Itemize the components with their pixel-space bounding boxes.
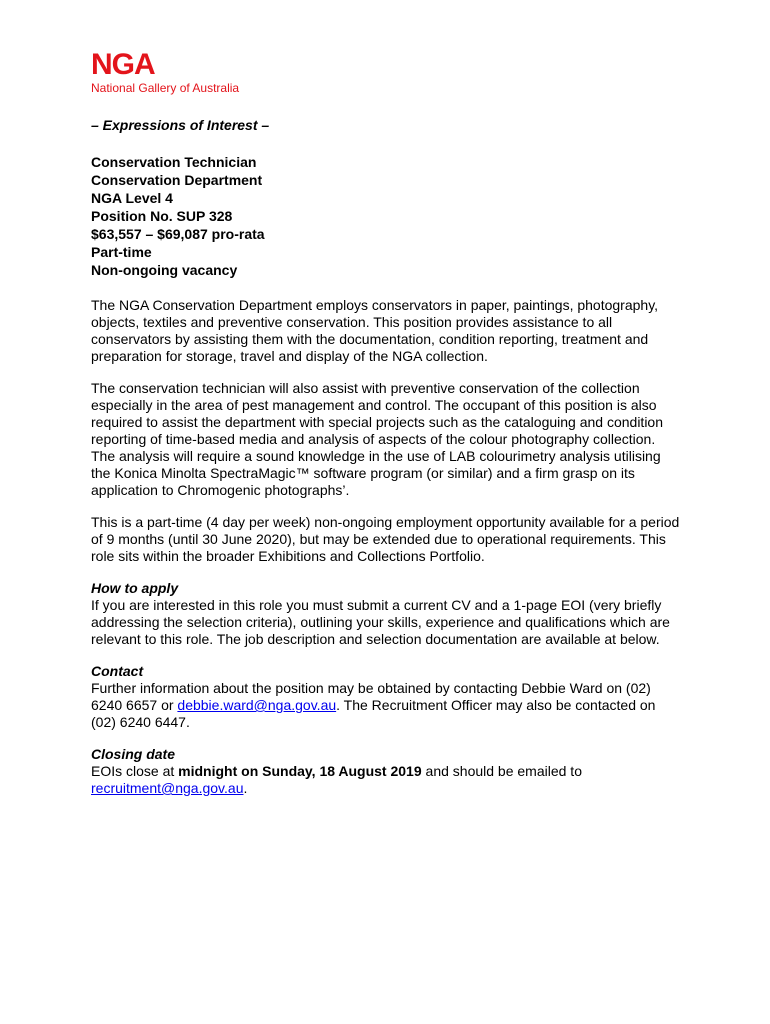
position-salary: $63,557 – $69,087 pro-rata: [91, 226, 265, 242]
closing-text-after: .: [243, 780, 248, 796]
contact-section: [91, 663, 681, 731]
closing-date-heading: Closing date: [91, 746, 176, 762]
position-hours: Part-time: [91, 244, 152, 260]
nga-logo: [91, 50, 291, 95]
contact-heading: Contact: [91, 663, 144, 679]
closing-text-before: EOIs close at: [91, 763, 179, 779]
document-body: [91, 117, 681, 812]
position-number: Position No. SUP 328: [91, 208, 233, 224]
eoi-heading: – Expressions of Interest –: [91, 117, 270, 133]
contact-text-after: . The Recruitment Officer may also be contacted on (02) 6240 6447.: [91, 697, 656, 730]
closing-deadline: midnight on Sunday, 18 August 2019: [178, 763, 422, 779]
how-to-apply-heading: How to apply: [91, 580, 179, 596]
paragraph-terms: This is a part-time (4 day per week) non-ongoing employment opportunity available for a period of 9 months (until 30 June 2020), but may be extended due to operational requirements. This role sits within the broader Exhibitions and Collections Portfolio.: [91, 514, 680, 564]
position-title: Conservation Technician: [91, 154, 257, 170]
paragraph-intro: The NGA Conservation Department employs conservators in paper, paintings, photography, objects, textiles and preventive conservation. This position provides assistance to all conservators by assisting them with the documentation, condition reporting, treatment and preparation for storage, travel and display of the NGA collection.: [91, 297, 659, 364]
contact-email-link[interactable]: debbie.ward@nga.gov.au: [177, 697, 337, 713]
position-tenure: Non-ongoing vacancy: [91, 262, 238, 278]
contact-text-before: Further information about the position may be obtained by contacting Debbie Ward on (02) 6240 6657 or: [91, 680, 651, 713]
how-to-apply-section: [91, 580, 681, 648]
recruitment-email-link[interactable]: recruitment@nga.gov.au: [91, 780, 244, 796]
closing-date-section: [91, 746, 681, 797]
paragraph-duties: The conservation technician will also assist with preventive conservation of the collection especially in the area of pest management and control. The occupant of this position is also required to assist the department with special projects such as the cataloguing and condition reporting of time-based media and analysis of aspects of the colour photography collection. The analysis will require a sound knowledge in the use of LAB colourimetry analysis utilising the Konica Minolta SpectraMagic™ software program (or similar) and a firm grasp on its application to Chromogenic photographs’.: [91, 380, 664, 498]
position-details: [91, 153, 681, 279]
logo-mark: NGA: [91, 48, 155, 81]
position-level: NGA Level 4: [91, 190, 173, 206]
position-department: Conservation Department: [91, 172, 263, 188]
how-to-apply-text: If you are interested in this role you must submit a current CV and a 1-page EOI (very briefly addressing the selection criteria), outlining your skills, experience and qualifications which are relevant to this role. The job description and selection documentation are available at below.: [91, 597, 670, 647]
logo-subtitle: National Gallery of Australia: [91, 81, 240, 95]
closing-text-middle: and should be emailed to: [421, 763, 582, 779]
